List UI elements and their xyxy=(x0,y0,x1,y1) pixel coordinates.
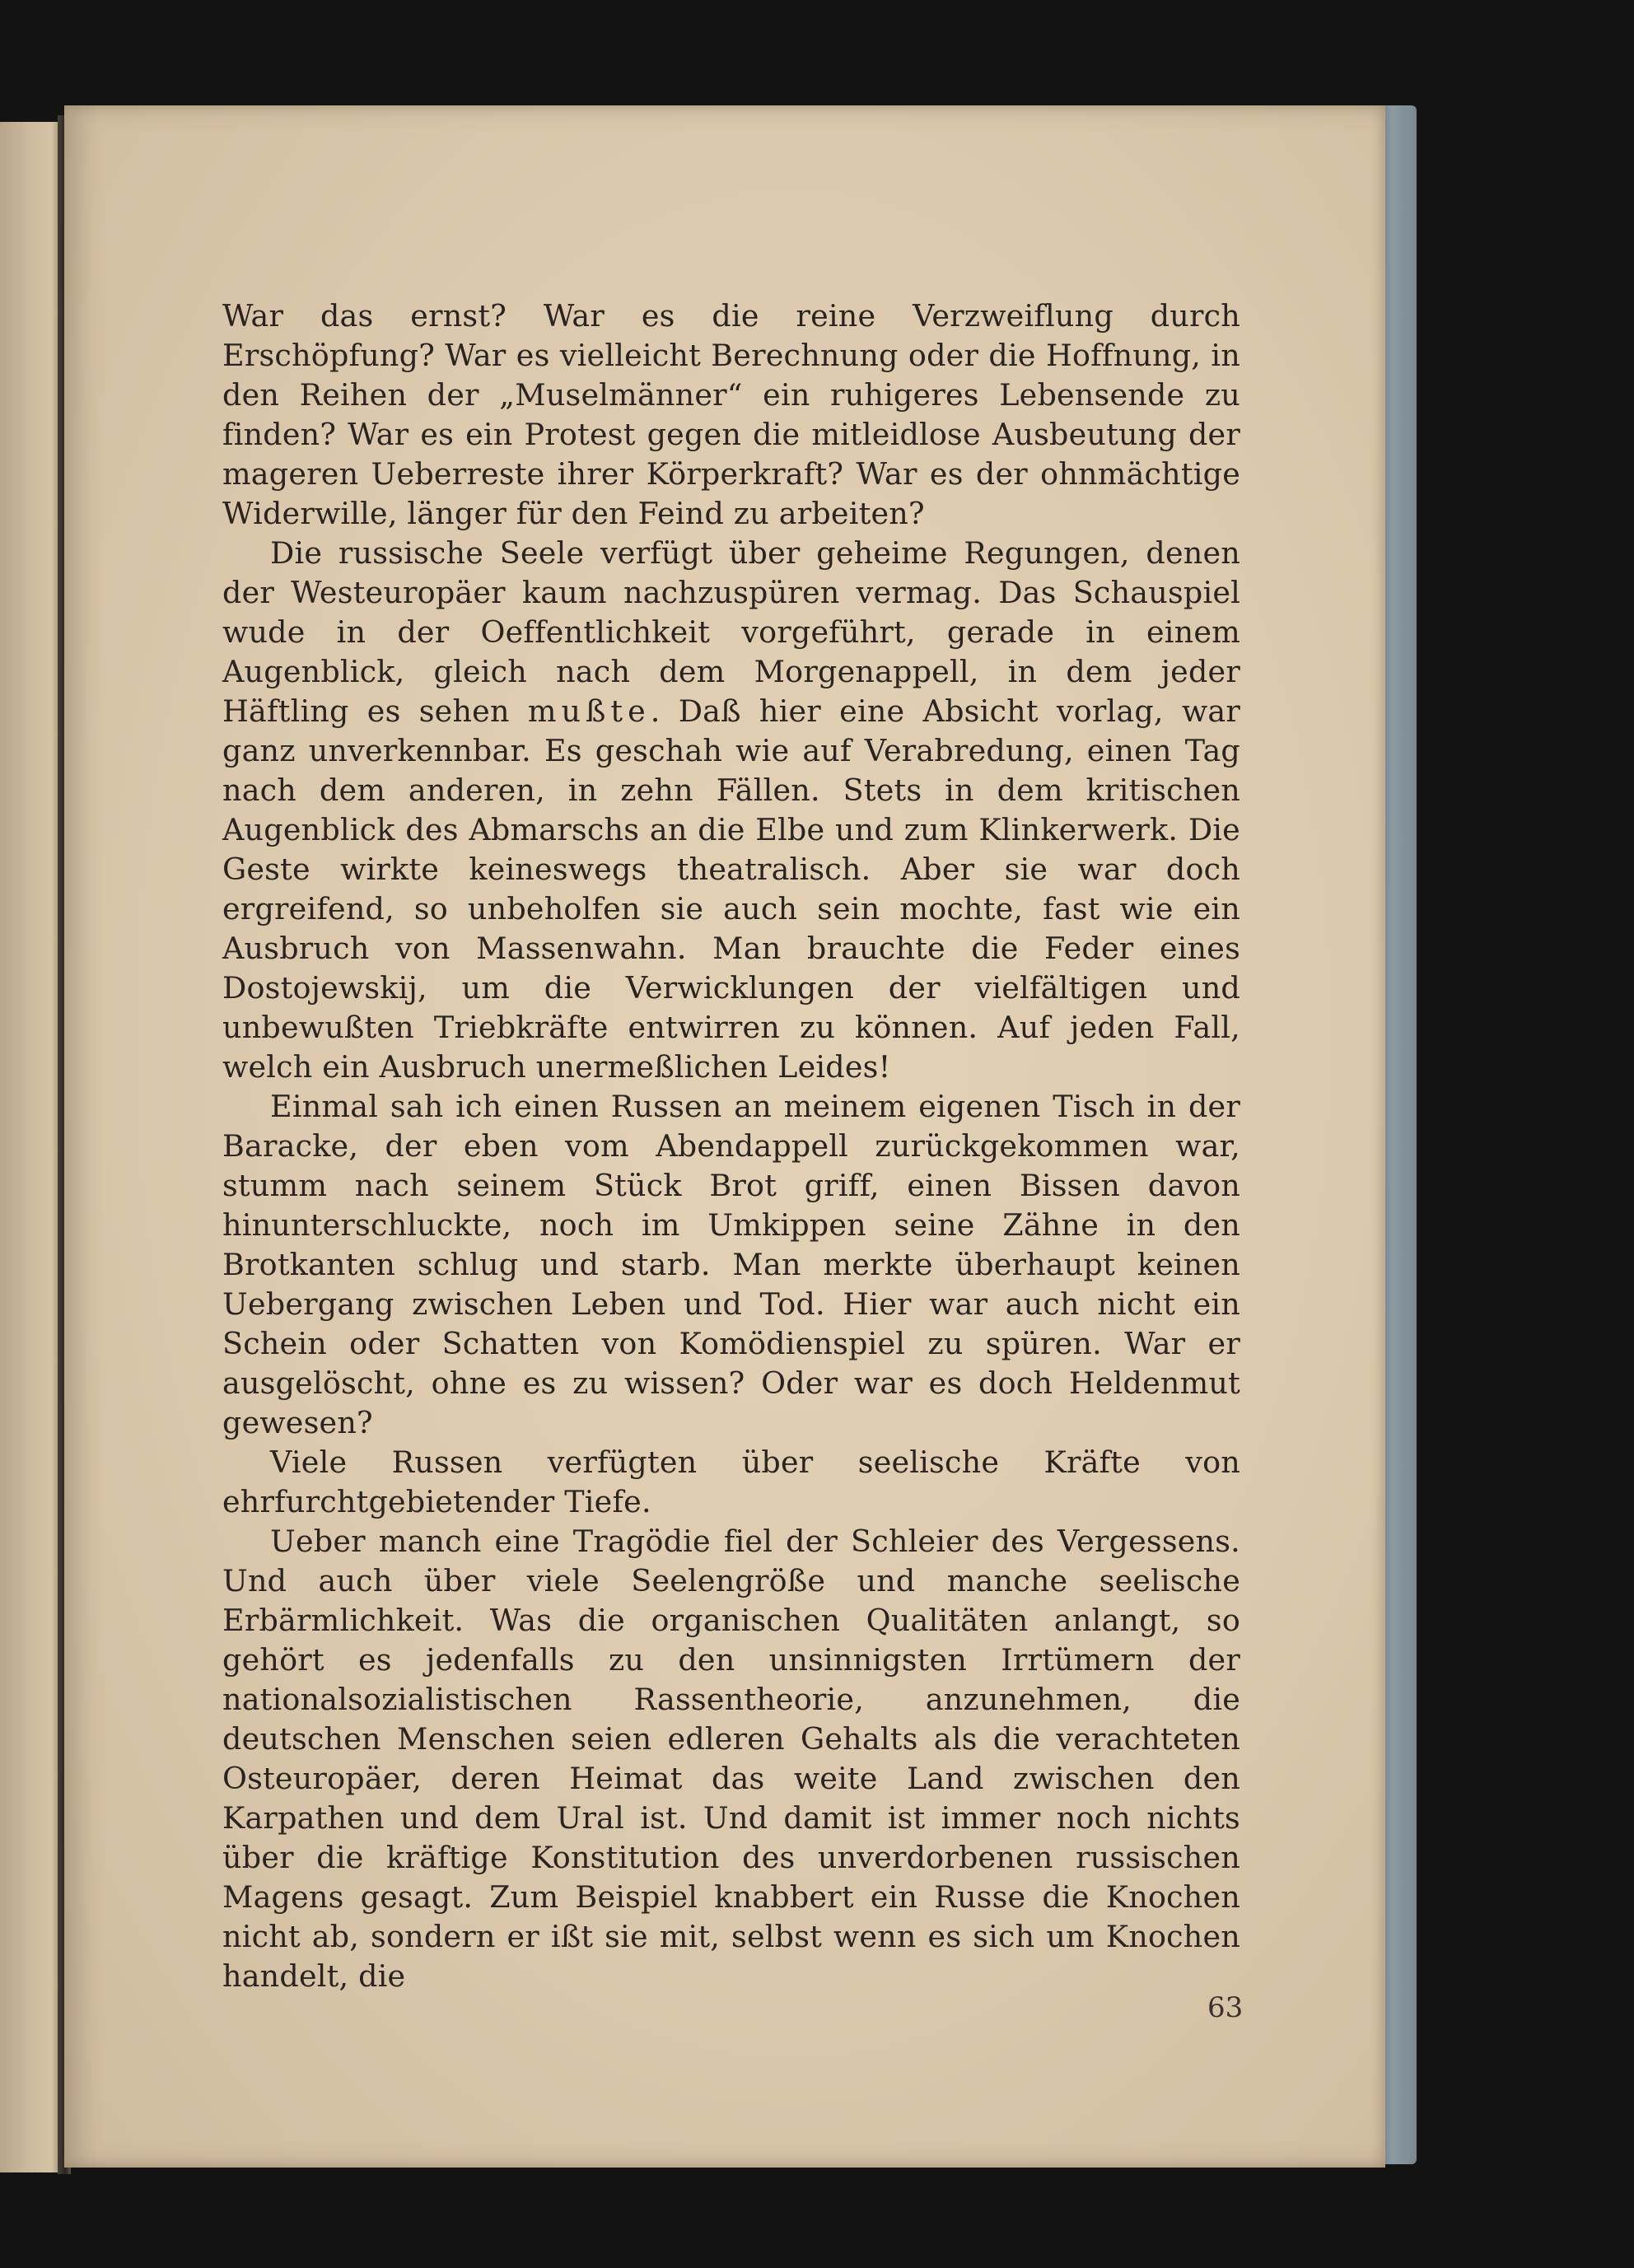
paragraph-3: Einmal sah ich einen Russen an meinem eigenen Tisch in der Baracke, der eben vom Abendappell zurückgekommen war, stumm nach seinem Stück Brot griff, einen Bissen davon hinunterschluckte, noch im Umkippen seine Zähne in den Brotkanten schlug und starb. Man merkte überhaupt keinen Uebergang zwischen Leben und Tod. Hier war auch nicht ein Schein oder Schatten von Komödienspiel zu spüren. War er ausgelöscht, ohne es zu wissen? Oder war es doch Heldenmut gewesen? xyxy=(222,1089,1240,1440)
paragraph-2-part-2: . Daß hier eine Absicht vorlag, war ganz unverkennbar. Es geschah wie auf Verabredung, einen Tag nach dem anderen, in zehn Fällen. Stets in dem kritischen Augenblick des Abmarschs an die Elbe und zum Klinkerwerk. Die Geste wirkte keineswegs theatralisch. Aber sie war doch ergreifend, so unbeholfen sie auch sein mochte, fast wie ein Ausbruch von Massenwahn. Man brauchte die Feder eines Dostojewskij, um die Verwicklungen der vielfältigen und unbewußten Triebkräfte entwirren zu können. Auf jeden Fall, welch ein Ausbruch unermeßlichen Leides! xyxy=(222,693,1240,1085)
paragraph-2 xyxy=(222,534,1240,1087)
page-number: 63 xyxy=(1207,1991,1244,2024)
paragraph-2-part-1: Die russische Seele verfügt über geheime Regungen, denen der Westeuropäer kaum nachzuspüren vermag. Das Schauspiel wude in der Oeffentlichkeit vorgeführt, gerade in einem Augenblick, gleich nach dem Morgenappell, in dem jeder Häftling es sehen xyxy=(222,535,1240,729)
book-page xyxy=(64,105,1385,2168)
paragraph-4: Viele Russen verfügten über seelische Kräfte von ehrfurchtgebietender Tiefe. xyxy=(222,1444,1240,1519)
previous-page-edge xyxy=(0,122,64,2172)
page-body-text xyxy=(222,296,1240,1996)
paragraph-1: War das ernst? War es die reine Verzweiflung durch Erschöpfung? War es vielleicht Berechnung oder die Hoffnung, in den Reihen der „Muselmänner“ ein ruhigeres Lebensende zu finden? War es ein Protest gegen die mitleidlose Ausbeutung der mageren Ueberreste ihrer Körperkraft? War es der ohnmächtige Widerwille, länger für den Feind zu arbeiten? xyxy=(222,298,1240,531)
paragraph-5: Ueber manch eine Tragödie fiel der Schleier des Vergessens. Und auch über viele Seelengröße und manche seelische Erbärmlichkeit. Was die organischen Qualitäten anlangt, so gehört es jedenfalls zu den unsinnigsten Irrtümern der nationalsozialistischen Rassentheorie, anzunehmen, die deutschen Menschen seien edleren Gehalts als die verachteten Osteuropäer, deren Heimat das weite Land zwischen den Karpathen und dem Ural ist. Und damit ist immer noch nichts über die kräftige Konstitution des unverdorbenen russischen Magens gesagt. Zum Beispiel knabbert ein Russe die Knochen nicht ab, sondern er ißt sie mit, selbst wenn es sich um Knochen handelt, die xyxy=(222,1524,1240,1994)
emphasized-word: mußte xyxy=(527,693,651,729)
